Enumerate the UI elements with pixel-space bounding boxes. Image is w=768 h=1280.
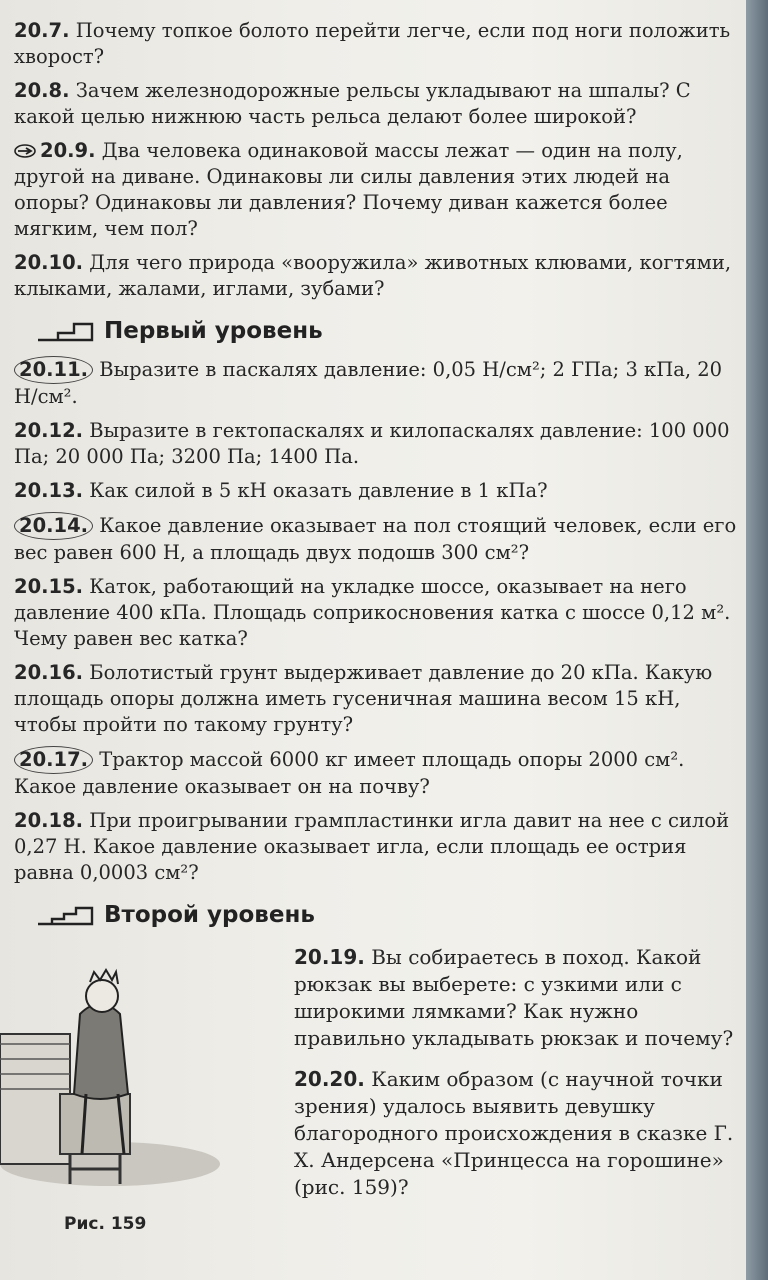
figure-caption: Рис. 159 bbox=[64, 1214, 147, 1234]
level-heading-first bbox=[36, 318, 740, 344]
problem-20-7 bbox=[14, 18, 740, 70]
page-content bbox=[14, 18, 740, 1244]
problem-20-18 bbox=[14, 808, 740, 886]
level-two-section bbox=[14, 944, 740, 1244]
problem-number: 20.7. bbox=[14, 19, 70, 42]
problem-number: 20.18. bbox=[14, 809, 84, 832]
problem-20-16 bbox=[14, 660, 740, 738]
problem-20-12 bbox=[14, 418, 740, 470]
problem-text: Каток, работающий на укладке шоссе, оказывает на него давление 400 кПа. Площадь соприкосновения катка с шоссе 0,12 м². Чему равен вес катка? bbox=[14, 575, 731, 650]
problem-number: 20.16. bbox=[14, 661, 84, 684]
princess-on-pea-illustration bbox=[0, 944, 240, 1214]
level-heading-second bbox=[36, 902, 740, 928]
problem-number-circled: 20.11. bbox=[14, 356, 93, 384]
stair-level-icon bbox=[36, 904, 94, 926]
problem-text: При проигрывании грампластинки игла давит на нее с силой 0,27 Н. Какое давление оказывает игла, если площадь ее острия равна 0,0003 см²? bbox=[14, 809, 730, 884]
problem-number: 20.19. bbox=[294, 945, 365, 969]
problem-20-17 bbox=[14, 746, 740, 800]
problem-text: Какое давление оказывает на пол стоящий человек, если его вес равен 600 Н, а площадь двух подошв 300 см²? bbox=[14, 514, 737, 564]
stair-level-icon bbox=[36, 320, 94, 342]
level-title: Второй уровень bbox=[104, 902, 315, 928]
problem-text: Как силой в 5 кН оказать давление в 1 кПа? bbox=[83, 479, 548, 502]
level-title: Первый уровень bbox=[104, 318, 323, 344]
problem-20-8 bbox=[14, 78, 740, 130]
pointing-hand-icon bbox=[14, 144, 36, 158]
problem-number: 20.10. bbox=[14, 251, 84, 274]
problem-text: Болотистый грунт выдерживает давление до 20 кПа. Какую площадь опоры должна иметь гусеничная машина весом 15 кН, чтобы пройти по такому грунту? bbox=[14, 661, 713, 736]
problem-text: Почему топкое болото перейти легче, если под ноги положить хворост? bbox=[14, 19, 731, 68]
problem-20-20 bbox=[294, 1066, 740, 1201]
problem-number: 20.20. bbox=[294, 1067, 365, 1091]
problem-text: Для чего природа «вооружила» животных клювами, когтями, клыками, жалами, иглами, зубами? bbox=[14, 251, 732, 300]
page-edge-shadow bbox=[746, 0, 768, 1280]
problem-text: Два человека одинаковой массы лежат — один на полу, другой на диване. Одинаковы ли силы давления этих людей на опоры? Одинаковы ли давления? Почему диван кажется более мягким, чем пол? bbox=[14, 139, 683, 240]
problem-text: Вы собираетесь в поход. Какой рюкзак вы выберете: с узкими или с широкими лямками? Как нужно правильно укладывать рюкзак и почему? bbox=[294, 945, 734, 1050]
problem-20-15 bbox=[14, 574, 740, 652]
problem-number-circled: 20.17. bbox=[14, 746, 93, 774]
problem-20-10 bbox=[14, 250, 740, 302]
level-two-problems bbox=[294, 944, 740, 1215]
problem-20-9 bbox=[14, 138, 740, 242]
problem-number: 20.13. bbox=[14, 479, 84, 502]
problem-number-circled: 20.14. bbox=[14, 512, 93, 540]
problem-number: 20.8. bbox=[14, 79, 70, 102]
problem-20-13 bbox=[14, 478, 740, 504]
problem-20-14 bbox=[14, 512, 740, 566]
problem-text: Выразите в паскалях давление: 0,05 Н/см²; 2 ГПа; 3 кПа, 20 Н/см². bbox=[14, 358, 723, 408]
problem-number: 20.9. bbox=[40, 139, 96, 162]
problem-20-11 bbox=[14, 356, 740, 410]
problem-number: 20.15. bbox=[14, 575, 84, 598]
problem-text: Трактор массой 6000 кг имеет площадь опоры 2000 см². Какое давление оказывает он на почву? bbox=[14, 748, 685, 798]
problem-20-19 bbox=[294, 944, 740, 1052]
problem-text: Каким образом (с научной точки зрения) удалось выявить девушку благородного происхождения в сказке Г. Х. Андерсена «Принцесса на горошине» (рис. 159)? bbox=[294, 1067, 734, 1199]
problem-text: Зачем железнодорожные рельсы укладывают на шпалы? С какой целью нижнюю часть рельса делают более широкой? bbox=[14, 79, 691, 128]
problem-text: Выразите в гектопаскалях и килопаскалях давление: 100 000 Па; 20 000 Па; 3200 Па; 1400 Па. bbox=[14, 419, 730, 468]
problem-number: 20.12. bbox=[14, 419, 84, 442]
